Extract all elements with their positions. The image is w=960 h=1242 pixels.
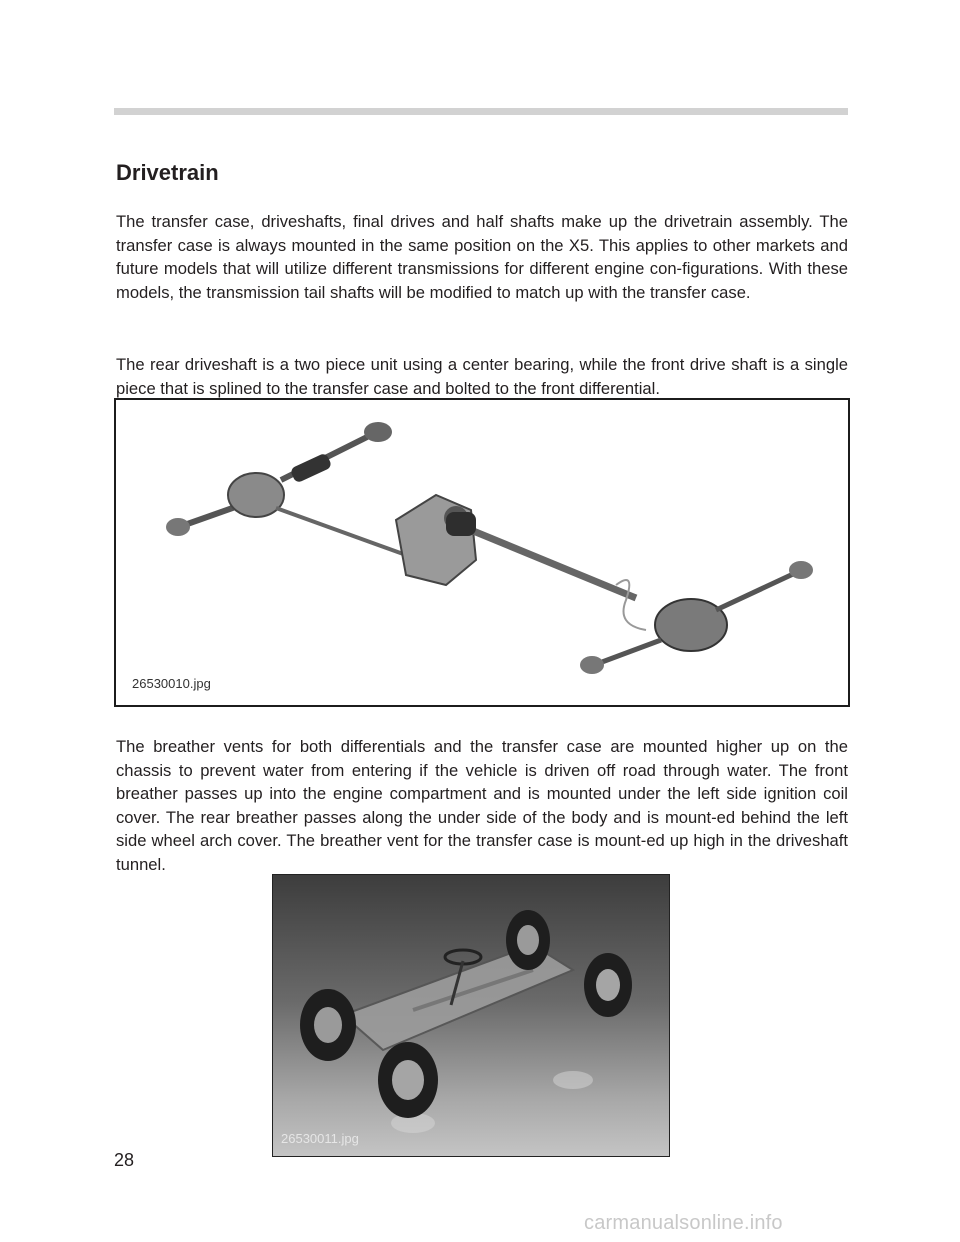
paragraph-driveshaft: The rear driveshaft is a two piece unit using a center bearing, while the front drive shaft is a single piece that is splined to the transfer case and bolted to the front differential. — [116, 355, 848, 398]
drivetrain-illustration — [116, 400, 848, 705]
header-rule — [114, 108, 848, 115]
figure-drivetrain-assembly — [114, 398, 850, 707]
paragraph-breather-vents: The breather vents for both differentials and the transfer case are mounted higher up on the chassis to prevent water from entering if the vehicle is driven off road through water. The front breather passes up into the engine compartment and is mounted under the left side ignition coil cover. The rear breather passes along the under side of the body and is mount-ed behind the left side wheel arch cover. The breather vent for the transfer case is mount-ed up high in the driveshaft tunnel. — [116, 737, 848, 874]
page-number: 28 — [114, 1150, 135, 1170]
section-title: Drivetrain — [116, 160, 219, 185]
chassis-illustration — [273, 875, 669, 1156]
figure-chassis-render — [272, 874, 670, 1157]
watermark: carmanualsonline.info — [584, 1212, 783, 1234]
figure-caption: 26530011.jpg — [281, 1131, 359, 1146]
paragraph-transfer-case: The transfer case, driveshafts, final drives and half shafts make up the drivetrain assembly. The transfer case is always mounted in the same position on the X5. This applies to other markets and future models that will utilize different transmissions for different engine con-figurations. With these models, the transmission tail shafts will be modified to match up with the transfer case. — [116, 212, 848, 302]
figure-caption: 26530010.jpg — [132, 676, 211, 691]
